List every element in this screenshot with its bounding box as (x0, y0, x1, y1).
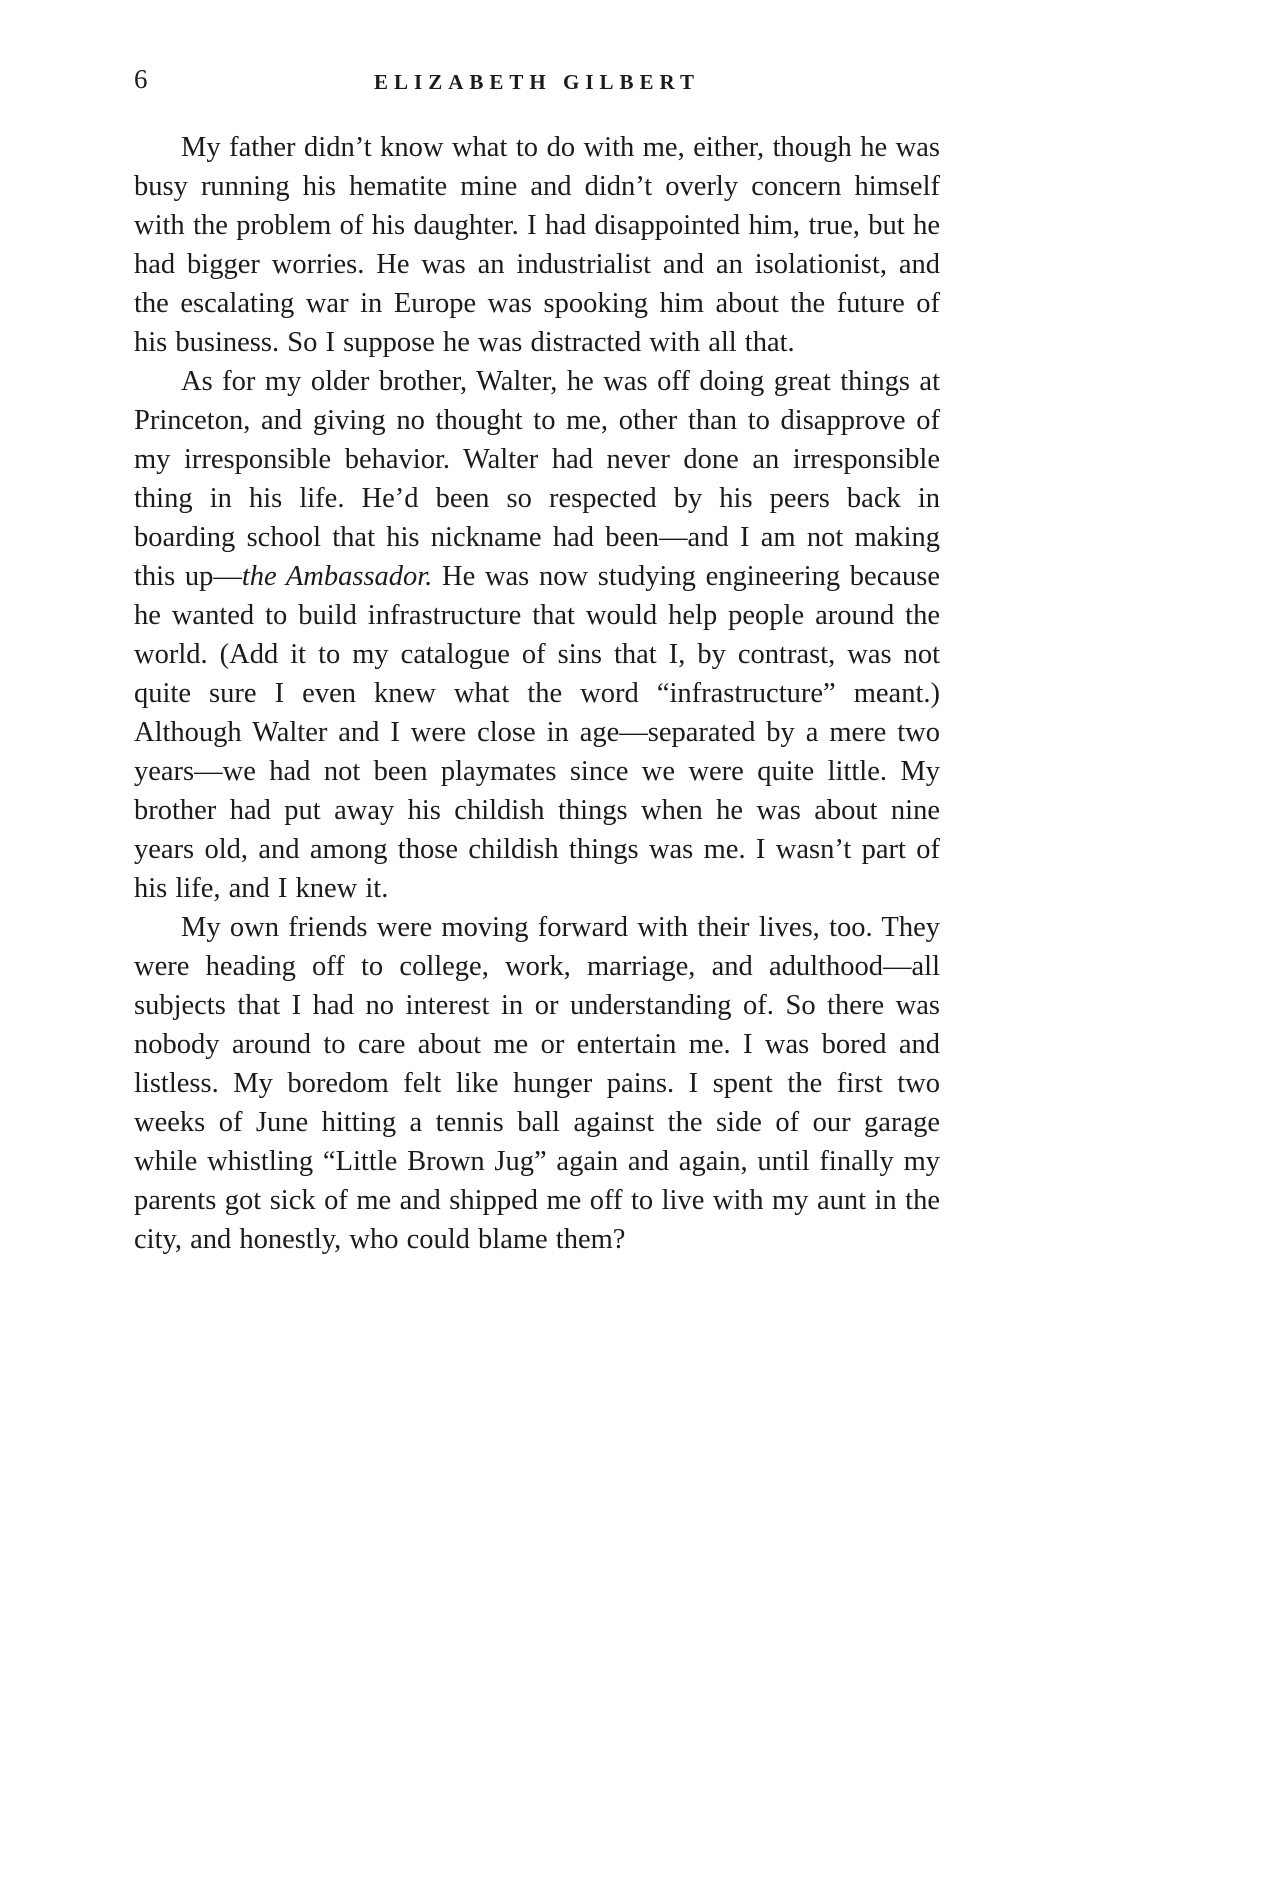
text-segment: As for my older brother, Walter, he was off doing great things at Princeton, and giving no thought to me, other than to disapprove of my irresponsible behavior. Walter had never done an irresponsible thing in his life. He’d been so respected by his peers back in boarding school that his nickname had been—and I am not making this up— (134, 366, 940, 592)
text-segment: My father didn’t know what to do with me, either, though he was busy running his hematite mine and didn’t overly concern himself with the problem of his daughter. I had disappointed him, true, but he had bigger worries. He was an industrialist and an isolationist, and the escalating war in Europe was spooking him about the future of his business. So I suppose he was distracted with all that. (134, 132, 940, 358)
paragraph (134, 128, 940, 362)
text-segment: My own friends were moving forward with their lives, too. They were heading off to college, work, marriage, and adulthood—all subjects that I had no interest in or understanding of. So there was nobody around to care about me or entertain me. I was bored and listless. My boredom felt like hunger pains. I spent the first two weeks of June hitting a tennis ball against the side of our garage while whistling “Little Brown Jug” again and again, until finally my parents got sick of me and shipped me off to live with my aunt in the city, and honestly, who could blame them? (134, 912, 940, 1255)
page-body (134, 128, 940, 1259)
paragraph (134, 362, 940, 908)
text-column (134, 62, 940, 1259)
paragraph (134, 908, 940, 1259)
italic-text-segment: the Ambassador. (241, 561, 433, 592)
page-header (134, 62, 940, 114)
text-segment: He was now studying engineering because he wanted to build infrastructure that would help people around the world. (Add it to my catalogue of sins that I, by contrast, was not quite sure I even knew what the word “infrastructure” meant.) Although Walter and I were close in age—separated by a mere two years—we had not been playmates since we were quite little. My brother had put away his childish things when he was about nine years old, and among those childish things was me. I wasn’t part of his life, and I knew it. (134, 561, 940, 904)
running-head-author: ELIZABETH GILBERT (374, 70, 700, 94)
page-number: 6 (134, 64, 148, 94)
